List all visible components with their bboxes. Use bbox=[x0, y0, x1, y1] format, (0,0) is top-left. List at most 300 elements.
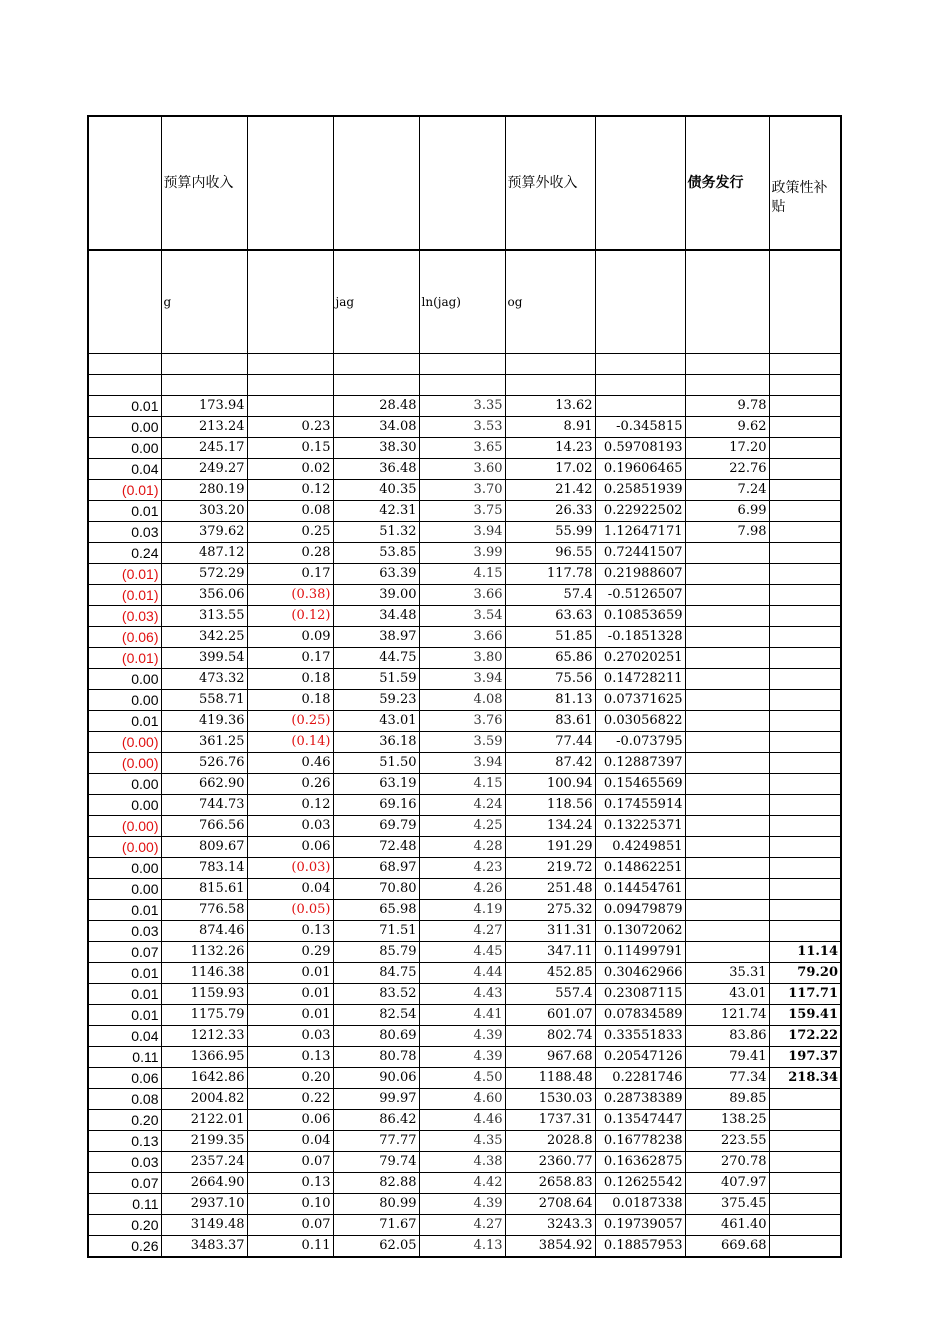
cell-g-growth: 0.02 bbox=[247, 459, 333, 480]
blank-cell bbox=[769, 375, 841, 396]
cell-g-value: 361.25 bbox=[161, 732, 247, 753]
cell-debt-issuance: 223.55 bbox=[685, 1131, 769, 1152]
cell-g-value: 473.32 bbox=[161, 669, 247, 690]
blank-cell bbox=[505, 354, 595, 375]
header-cell bbox=[769, 250, 841, 354]
cell-policy-subsidy: 218.34 bbox=[769, 1068, 841, 1089]
cell-ln-jag: 3.54 bbox=[419, 606, 505, 627]
cell-g-growth: 0.11 bbox=[247, 1236, 333, 1258]
cell-policy-subsidy bbox=[769, 795, 841, 816]
cell-g-value: 419.36 bbox=[161, 711, 247, 732]
cell-g-growth: 0.13 bbox=[247, 921, 333, 942]
cell-policy-subsidy bbox=[769, 459, 841, 480]
cell-growth: 0.11 bbox=[88, 1194, 161, 1215]
blank-cell bbox=[419, 354, 505, 375]
cell-debt-issuance bbox=[685, 585, 769, 606]
cell-g-value: 526.76 bbox=[161, 753, 247, 774]
cell-og-growth: 0.09479879 bbox=[595, 900, 685, 921]
cell-g-growth: (0.05) bbox=[247, 900, 333, 921]
cell-policy-subsidy bbox=[769, 669, 841, 690]
cell-growth: 0.06 bbox=[88, 1068, 161, 1089]
cell-policy-subsidy: 197.37 bbox=[769, 1047, 841, 1068]
cell-g-growth: 0.17 bbox=[247, 564, 333, 585]
cell-g-value: 2357.24 bbox=[161, 1152, 247, 1173]
header-debt-issuance: 债务发行 bbox=[685, 116, 769, 250]
cell-g-growth: 0.17 bbox=[247, 648, 333, 669]
cell-growth: 0.00 bbox=[88, 795, 161, 816]
cell-ln-jag: 4.24 bbox=[419, 795, 505, 816]
cell-g-growth: 0.20 bbox=[247, 1068, 333, 1089]
cell-policy-subsidy bbox=[769, 585, 841, 606]
cell-growth: 0.07 bbox=[88, 1173, 161, 1194]
cell-debt-issuance bbox=[685, 732, 769, 753]
cell-debt-issuance bbox=[685, 690, 769, 711]
cell-g-growth: 0.25 bbox=[247, 522, 333, 543]
blank-cell bbox=[247, 375, 333, 396]
cell-og: 81.13 bbox=[505, 690, 595, 711]
cell-jag: 28.48 bbox=[333, 396, 419, 417]
header-cell bbox=[685, 250, 769, 354]
cell-jag: 84.75 bbox=[333, 963, 419, 984]
cell-g-value: 2937.10 bbox=[161, 1194, 247, 1215]
cell-og: 347.11 bbox=[505, 942, 595, 963]
cell-og-growth: 0.03056822 bbox=[595, 711, 685, 732]
cell-growth: (0.00) bbox=[88, 837, 161, 858]
cell-g-value: 3149.48 bbox=[161, 1215, 247, 1236]
blank-cell bbox=[685, 375, 769, 396]
cell-og-growth: 0.4249851 bbox=[595, 837, 685, 858]
cell-og: 557.4 bbox=[505, 984, 595, 1005]
cell-g-value: 2664.90 bbox=[161, 1173, 247, 1194]
cell-og: 77.44 bbox=[505, 732, 595, 753]
cell-g-growth: 0.13 bbox=[247, 1047, 333, 1068]
cell-jag: 85.79 bbox=[333, 942, 419, 963]
cell-debt-issuance: 7.98 bbox=[685, 522, 769, 543]
cell-og: 275.32 bbox=[505, 900, 595, 921]
cell-g-value: 2004.82 bbox=[161, 1089, 247, 1110]
cell-growth: (0.06) bbox=[88, 627, 161, 648]
cell-growth: 0.20 bbox=[88, 1215, 161, 1236]
cell-policy-subsidy: 11.14 bbox=[769, 942, 841, 963]
cell-debt-issuance: 375.45 bbox=[685, 1194, 769, 1215]
cell-og-growth: -0.073795 bbox=[595, 732, 685, 753]
cell-g-value: 245.17 bbox=[161, 438, 247, 459]
cell-policy-subsidy bbox=[769, 879, 841, 900]
header-cell bbox=[88, 116, 161, 250]
cell-ln-jag: 4.35 bbox=[419, 1131, 505, 1152]
cell-growth: 0.03 bbox=[88, 522, 161, 543]
cell-g-growth: 0.46 bbox=[247, 753, 333, 774]
cell-debt-issuance bbox=[685, 564, 769, 585]
cell-ln-jag: 4.27 bbox=[419, 1215, 505, 1236]
cell-og-growth: 0.27020251 bbox=[595, 648, 685, 669]
cell-ln-jag: 3.94 bbox=[419, 753, 505, 774]
cell-growth: (0.01) bbox=[88, 564, 161, 585]
cell-og: 2658.83 bbox=[505, 1173, 595, 1194]
cell-policy-subsidy: 159.41 bbox=[769, 1005, 841, 1026]
cell-og-growth: 0.16778238 bbox=[595, 1131, 685, 1152]
cell-og-growth: 0.21988607 bbox=[595, 564, 685, 585]
table-row bbox=[88, 1068, 841, 1089]
cell-g-growth: 0.03 bbox=[247, 816, 333, 837]
cell-debt-issuance bbox=[685, 795, 769, 816]
cell-og-growth: 0.19606465 bbox=[595, 459, 685, 480]
blank-cell bbox=[161, 354, 247, 375]
cell-og-growth: 0.13547447 bbox=[595, 1110, 685, 1131]
cell-policy-subsidy bbox=[769, 1215, 841, 1236]
cell-debt-issuance bbox=[685, 606, 769, 627]
cell-ln-jag: 3.75 bbox=[419, 501, 505, 522]
table-row bbox=[88, 753, 841, 774]
cell-g-growth: 0.15 bbox=[247, 438, 333, 459]
cell-g-value: 1146.38 bbox=[161, 963, 247, 984]
header-extra-budget-income: 预算外收入 bbox=[505, 116, 595, 250]
cell-og-growth: 0.19739057 bbox=[595, 1215, 685, 1236]
blank-row bbox=[88, 375, 841, 396]
header-og: og bbox=[505, 250, 595, 354]
header-jag: jag bbox=[333, 250, 419, 354]
cell-jag: 40.35 bbox=[333, 480, 419, 501]
cell-debt-issuance: 121.74 bbox=[685, 1005, 769, 1026]
cell-g-value: 2199.35 bbox=[161, 1131, 247, 1152]
cell-jag: 79.74 bbox=[333, 1152, 419, 1173]
cell-g-value: 313.55 bbox=[161, 606, 247, 627]
cell-debt-issuance: 270.78 bbox=[685, 1152, 769, 1173]
header-cell bbox=[595, 250, 685, 354]
cell-g-growth: 0.07 bbox=[247, 1152, 333, 1173]
cell-og-growth: 0.22922502 bbox=[595, 501, 685, 522]
cell-debt-issuance: 89.85 bbox=[685, 1089, 769, 1110]
cell-ln-jag: 4.23 bbox=[419, 858, 505, 879]
table-row bbox=[88, 438, 841, 459]
cell-jag: 77.77 bbox=[333, 1131, 419, 1152]
header-cell bbox=[595, 116, 685, 250]
header-cell bbox=[247, 116, 333, 250]
cell-g-growth: (0.25) bbox=[247, 711, 333, 732]
cell-g-growth: 0.04 bbox=[247, 1131, 333, 1152]
cell-g-value: 662.90 bbox=[161, 774, 247, 795]
cell-jag: 72.48 bbox=[333, 837, 419, 858]
cell-debt-issuance bbox=[685, 879, 769, 900]
cell-debt-issuance bbox=[685, 648, 769, 669]
table-row bbox=[88, 816, 841, 837]
table-row bbox=[88, 1236, 841, 1258]
cell-og: 17.02 bbox=[505, 459, 595, 480]
cell-debt-issuance: 79.41 bbox=[685, 1047, 769, 1068]
cell-jag: 69.79 bbox=[333, 816, 419, 837]
cell-growth: 0.01 bbox=[88, 711, 161, 732]
cell-og-growth: 0.30462966 bbox=[595, 963, 685, 984]
cell-og: 65.86 bbox=[505, 648, 595, 669]
cell-growth: 0.07 bbox=[88, 942, 161, 963]
cell-growth: 0.03 bbox=[88, 921, 161, 942]
table-row bbox=[88, 543, 841, 564]
cell-og: 601.07 bbox=[505, 1005, 595, 1026]
cell-g-value: 2122.01 bbox=[161, 1110, 247, 1131]
cell-jag: 39.00 bbox=[333, 585, 419, 606]
cell-debt-issuance bbox=[685, 753, 769, 774]
cell-jag: 82.88 bbox=[333, 1173, 419, 1194]
cell-g-value: 766.56 bbox=[161, 816, 247, 837]
table-row bbox=[88, 1152, 841, 1173]
cell-og-growth: 0.23087115 bbox=[595, 984, 685, 1005]
cell-jag: 71.51 bbox=[333, 921, 419, 942]
table-row bbox=[88, 648, 841, 669]
cell-og: 134.24 bbox=[505, 816, 595, 837]
cell-g-growth: 0.07 bbox=[247, 1215, 333, 1236]
cell-og-growth: 0.20547126 bbox=[595, 1047, 685, 1068]
cell-og-growth: 0.33551833 bbox=[595, 1026, 685, 1047]
cell-debt-issuance: 407.97 bbox=[685, 1173, 769, 1194]
table-row bbox=[88, 564, 841, 585]
table-row bbox=[88, 732, 841, 753]
cell-ln-jag: 3.59 bbox=[419, 732, 505, 753]
cell-og: 3854.92 bbox=[505, 1236, 595, 1258]
blank-cell bbox=[685, 354, 769, 375]
cell-debt-issuance bbox=[685, 921, 769, 942]
cell-g-value: 280.19 bbox=[161, 480, 247, 501]
cell-policy-subsidy: 117.71 bbox=[769, 984, 841, 1005]
cell-jag: 63.19 bbox=[333, 774, 419, 795]
cell-og: 117.78 bbox=[505, 564, 595, 585]
cell-policy-subsidy bbox=[769, 522, 841, 543]
cell-growth: 0.00 bbox=[88, 858, 161, 879]
cell-g-growth: 0.01 bbox=[247, 963, 333, 984]
cell-growth: (0.01) bbox=[88, 480, 161, 501]
cell-debt-issuance bbox=[685, 837, 769, 858]
cell-g-growth: 0.28 bbox=[247, 543, 333, 564]
cell-growth: 0.01 bbox=[88, 396, 161, 417]
cell-growth: 0.11 bbox=[88, 1047, 161, 1068]
blank-cell bbox=[333, 354, 419, 375]
cell-og: 83.61 bbox=[505, 711, 595, 732]
table-row bbox=[88, 984, 841, 1005]
cell-g-growth: 0.01 bbox=[247, 1005, 333, 1026]
cell-og-growth: 0.14728211 bbox=[595, 669, 685, 690]
blank-cell bbox=[505, 375, 595, 396]
header-ln-jag: ln(jag) bbox=[419, 250, 505, 354]
cell-ln-jag: 4.08 bbox=[419, 690, 505, 711]
table-row bbox=[88, 921, 841, 942]
cell-jag: 51.50 bbox=[333, 753, 419, 774]
cell-jag: 53.85 bbox=[333, 543, 419, 564]
cell-jag: 51.32 bbox=[333, 522, 419, 543]
cell-jag: 90.06 bbox=[333, 1068, 419, 1089]
cell-g-value: 3483.37 bbox=[161, 1236, 247, 1258]
cell-og: 118.56 bbox=[505, 795, 595, 816]
cell-jag: 34.08 bbox=[333, 417, 419, 438]
cell-policy-subsidy bbox=[769, 606, 841, 627]
cell-og-growth: -0.5126507 bbox=[595, 585, 685, 606]
cell-growth: 0.00 bbox=[88, 774, 161, 795]
cell-ln-jag: 4.19 bbox=[419, 900, 505, 921]
cell-policy-subsidy bbox=[769, 438, 841, 459]
cell-g-growth: 0.04 bbox=[247, 879, 333, 900]
cell-debt-issuance: 17.20 bbox=[685, 438, 769, 459]
cell-ln-jag: 4.46 bbox=[419, 1110, 505, 1131]
cell-jag: 34.48 bbox=[333, 606, 419, 627]
table-row bbox=[88, 1089, 841, 1110]
cell-jag: 65.98 bbox=[333, 900, 419, 921]
cell-g-value: 173.94 bbox=[161, 396, 247, 417]
cell-og: 1530.03 bbox=[505, 1089, 595, 1110]
header-cell bbox=[247, 250, 333, 354]
blank-cell bbox=[769, 354, 841, 375]
header-cell bbox=[333, 116, 419, 250]
cell-jag: 68.97 bbox=[333, 858, 419, 879]
cell-debt-issuance: 77.34 bbox=[685, 1068, 769, 1089]
cell-policy-subsidy bbox=[769, 501, 841, 522]
cell-g-growth: (0.03) bbox=[247, 858, 333, 879]
cell-jag: 63.39 bbox=[333, 564, 419, 585]
cell-g-growth: (0.12) bbox=[247, 606, 333, 627]
table-row bbox=[88, 858, 841, 879]
cell-ln-jag: 4.26 bbox=[419, 879, 505, 900]
cell-debt-issuance: 35.31 bbox=[685, 963, 769, 984]
cell-policy-subsidy bbox=[769, 396, 841, 417]
cell-debt-issuance: 7.24 bbox=[685, 480, 769, 501]
cell-ln-jag: 4.41 bbox=[419, 1005, 505, 1026]
cell-ln-jag: 4.60 bbox=[419, 1089, 505, 1110]
cell-jag: 43.01 bbox=[333, 711, 419, 732]
cell-ln-jag: 4.43 bbox=[419, 984, 505, 1005]
table-row bbox=[88, 1110, 841, 1131]
table-row bbox=[88, 585, 841, 606]
cell-og: 219.72 bbox=[505, 858, 595, 879]
cell-growth: 0.01 bbox=[88, 984, 161, 1005]
cell-ln-jag: 4.50 bbox=[419, 1068, 505, 1089]
cell-og: 57.4 bbox=[505, 585, 595, 606]
cell-ln-jag: 3.35 bbox=[419, 396, 505, 417]
cell-ln-jag: 3.80 bbox=[419, 648, 505, 669]
table-row bbox=[88, 501, 841, 522]
cell-og-growth: 0.17455914 bbox=[595, 795, 685, 816]
table-row bbox=[88, 1173, 841, 1194]
cell-jag: 86.42 bbox=[333, 1110, 419, 1131]
cell-ln-jag: 4.25 bbox=[419, 816, 505, 837]
cell-og-growth: 0.12625542 bbox=[595, 1173, 685, 1194]
blank-cell bbox=[333, 375, 419, 396]
cell-g-value: 1132.26 bbox=[161, 942, 247, 963]
cell-policy-subsidy bbox=[769, 816, 841, 837]
cell-debt-issuance bbox=[685, 816, 769, 837]
table-row bbox=[88, 837, 841, 858]
cell-jag: 62.05 bbox=[333, 1236, 419, 1258]
table-row bbox=[88, 1005, 841, 1026]
cell-policy-subsidy bbox=[769, 1173, 841, 1194]
table-row bbox=[88, 669, 841, 690]
cell-og: 2708.64 bbox=[505, 1194, 595, 1215]
cell-ln-jag: 4.42 bbox=[419, 1173, 505, 1194]
table-row bbox=[88, 1026, 841, 1047]
blank-cell bbox=[595, 354, 685, 375]
cell-g-growth: 0.10 bbox=[247, 1194, 333, 1215]
cell-og-growth: 0.14862251 bbox=[595, 858, 685, 879]
cell-og: 311.31 bbox=[505, 921, 595, 942]
cell-g-growth: 0.12 bbox=[247, 795, 333, 816]
cell-og: 14.23 bbox=[505, 438, 595, 459]
cell-growth: (0.01) bbox=[88, 648, 161, 669]
cell-og: 13.62 bbox=[505, 396, 595, 417]
cell-growth: (0.00) bbox=[88, 753, 161, 774]
cell-g-value: 399.54 bbox=[161, 648, 247, 669]
table-row bbox=[88, 1215, 841, 1236]
blank-cell bbox=[595, 375, 685, 396]
cell-g-value: 249.27 bbox=[161, 459, 247, 480]
cell-ln-jag: 3.53 bbox=[419, 417, 505, 438]
cell-growth: 0.01 bbox=[88, 900, 161, 921]
cell-ln-jag: 3.66 bbox=[419, 585, 505, 606]
cell-growth: 0.04 bbox=[88, 459, 161, 480]
cell-ln-jag: 3.94 bbox=[419, 522, 505, 543]
cell-growth: 0.00 bbox=[88, 669, 161, 690]
table-row bbox=[88, 459, 841, 480]
cell-g-value: 303.20 bbox=[161, 501, 247, 522]
cell-g-growth: 0.09 bbox=[247, 627, 333, 648]
cell-policy-subsidy bbox=[769, 648, 841, 669]
cell-jag: 36.18 bbox=[333, 732, 419, 753]
cell-debt-issuance: 9.78 bbox=[685, 396, 769, 417]
cell-og: 26.33 bbox=[505, 501, 595, 522]
table-row bbox=[88, 480, 841, 501]
blank-cell bbox=[419, 375, 505, 396]
cell-og: 75.56 bbox=[505, 669, 595, 690]
blank-cell bbox=[88, 354, 161, 375]
cell-og: 8.91 bbox=[505, 417, 595, 438]
cell-jag: 36.48 bbox=[333, 459, 419, 480]
cell-debt-issuance: 669.68 bbox=[685, 1236, 769, 1258]
cell-og-growth: 0.2281746 bbox=[595, 1068, 685, 1089]
cell-policy-subsidy bbox=[769, 1110, 841, 1131]
cell-growth: 0.20 bbox=[88, 1110, 161, 1131]
cell-debt-issuance bbox=[685, 627, 769, 648]
cell-debt-issuance: 9.62 bbox=[685, 417, 769, 438]
cell-growth: (0.03) bbox=[88, 606, 161, 627]
cell-debt-issuance bbox=[685, 900, 769, 921]
cell-debt-issuance bbox=[685, 942, 769, 963]
cell-ln-jag: 4.39 bbox=[419, 1026, 505, 1047]
cell-g-growth: (0.38) bbox=[247, 585, 333, 606]
cell-g-value: 558.71 bbox=[161, 690, 247, 711]
cell-jag: 51.59 bbox=[333, 669, 419, 690]
table-row bbox=[88, 711, 841, 732]
blank-row bbox=[88, 354, 841, 375]
cell-policy-subsidy bbox=[769, 732, 841, 753]
cell-ln-jag: 3.99 bbox=[419, 543, 505, 564]
cell-g-value: 342.25 bbox=[161, 627, 247, 648]
cell-policy-subsidy: 172.22 bbox=[769, 1026, 841, 1047]
cell-og: 55.99 bbox=[505, 522, 595, 543]
cell-og-growth: 0.07834589 bbox=[595, 1005, 685, 1026]
cell-jag: 99.97 bbox=[333, 1089, 419, 1110]
cell-growth: 0.00 bbox=[88, 417, 161, 438]
cell-og-growth: 0.28738389 bbox=[595, 1089, 685, 1110]
cell-debt-issuance bbox=[685, 669, 769, 690]
cell-ln-jag: 4.38 bbox=[419, 1152, 505, 1173]
table-row bbox=[88, 879, 841, 900]
cell-g-growth: 0.13 bbox=[247, 1173, 333, 1194]
cell-g-growth: 0.12 bbox=[247, 480, 333, 501]
cell-policy-subsidy bbox=[769, 417, 841, 438]
header-policy-subsidy: 政策性补贴 bbox=[769, 116, 841, 250]
cell-jag: 38.30 bbox=[333, 438, 419, 459]
cell-ln-jag: 4.45 bbox=[419, 942, 505, 963]
cell-ln-jag: 4.28 bbox=[419, 837, 505, 858]
cell-jag: 38.97 bbox=[333, 627, 419, 648]
cell-og-growth: 0.10853659 bbox=[595, 606, 685, 627]
cell-og-growth: 0.07371625 bbox=[595, 690, 685, 711]
cell-og: 87.42 bbox=[505, 753, 595, 774]
